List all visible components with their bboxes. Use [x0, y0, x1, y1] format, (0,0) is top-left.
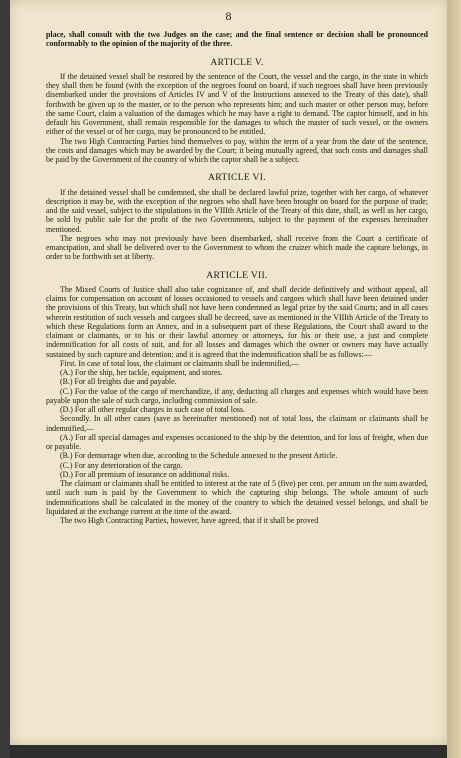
article-6-paragraph-1: If the detained vessel shall be condemned, she shall be declared lawful prize, together with her cargo, of whatever description it may be, with the exception of the negroes who shall have been brought on board for the purpose of trade; and the said vessel, subject to the stipulations in the VIIIth Article of the Treaty of this date, shall, as well as her cargo, be sold by public sale for the profit of the two Governments, subject to the payment of the expenses hereinafter mentioned.	[46, 187, 428, 234]
page-bottom-shadow	[10, 745, 447, 758]
article-7-interest-paragraph: The claimant or claimants shall be entitled to interest at the rate of 5 (five) per cent. per annum on the sum awarded, until such sum is paid by the Government to which the capturing ship belongs. The whole amount of such indemnifications shall be calculated in the money of the country to which the detained vessel belongs, and shall be liquidated at the exchange current at the time of the award.	[46, 479, 428, 516]
article-5-paragraph-2: The two High Contracting Parties bind themselves to pay, within the term of a year from the date of the sentence, the costs and damages which may be awarded by the Court; it being mutually agreed, that such costs and damages shall be paid by the Government of the country of which the captor shall be a subject.	[46, 136, 428, 164]
article-7-paragraph-1: The Mixed Courts of Justice shall also take cognizance of, and shall decide definitively and without appeal, all claims for compensation on account of losses occasioned to vessels and cargoes which shall have been detained under the provisions of this Treaty, but which shall not have been condemned as legal prize by the said Courts; and in all cases wherein restitution of such vessels and cargoes shall be decreed, save as mentioned in the VIIIth Article of the Treaty to which these Regulations form an Annex, and in a subsequent part of these Regulations, the Court shall award to the claimant or claimants, or to his or their lawful attorney or attorneys, for his or their use, a just and complete indemnification for all costs of suit, and for all losses and damages which the owner or owners may have actually sustained by such capture and detention: and it is agreed that the indemnification shall be as follows:—	[46, 284, 428, 359]
article-5-heading: ARTICLE V.	[210, 56, 264, 68]
article-7-first: First. In case of total loss, the claimant or claimants shall be indemnified,—	[60, 358, 300, 368]
article-6-heading: ARTICLE VI.	[208, 172, 266, 184]
page-body	[46, 30, 428, 525]
article-7-heading: ARTICLE VII.	[206, 269, 268, 281]
article-7-second-d: (D.) For all premium of insurance on additional risks.	[60, 469, 230, 479]
article-7-last-line: The two High Contracting Parties, however, have agreed, that if it shall be proved	[60, 516, 319, 525]
adjacent-page-edge	[447, 0, 461, 758]
document-page	[10, 0, 447, 745]
article-5-paragraph-1: If the detained vessel shall be restored by the sentence of the Court, the vessel and the cargo, in the state in which they shall then be found (with the exception of the negroes found on board, if such negroes shall have been previously disembarked under the provisions of Articles IV and V of the Instructions annexed to the Treaty of this date), shall forthwith be given up to the master, or to the person who represents him; and such master or other person may, before the same Court, claim a valuation of the damages which he may have a right to demand. The captor himself, and in his default his Government, shall remain responsible for the damages to which the master of such vessel, or the owners either of the vessel or of her cargo, may be pronounced to be entitled.	[46, 71, 428, 137]
article-6-paragraph-2: The negroes who may not previously have been disembarked, shall receive from the Court a certificate of emancipation, and shall be delivered over to the Government to whom the cruizer which made the capture belongs, in order to be forthwith set at liberty.	[46, 233, 428, 262]
article-7-second-b: (B.) For demurrage when due, according to the Schedule annexed to the present Article.	[60, 451, 338, 461]
article-7-second-a: (A.) For all special damages and expenses occasioned to the ship by the detention, and for loss of freight, when due or payable.	[46, 432, 428, 451]
article-7-first-c: (C.) For the value of the cargo of merchandize, if any, deducting all charges and expenses which would have been payable upon the sale of such cargo, including commission of sale.	[46, 386, 428, 405]
article-7-first-b: (B.) For all freights due and payable.	[60, 377, 177, 387]
intro-paragraph: place, shall consult with the two Judges on the case; and the final sentence or decision shall be pronounced conformably to the opinion of the majority of the three.	[46, 30, 428, 49]
article-7-first-a: (A.) For the ship, her tackle, equipment, and stores.	[60, 368, 223, 377]
article-7-second-c: (C.) For any deterioration of the cargo.	[60, 460, 183, 470]
article-7-first-d: (D.) For all other regular charges in such case of total loss.	[60, 405, 246, 414]
article-7-second: Secondly. In all other cases (save as hereinafter mentioned) not of total loss, the claimant or claimants shall be indemnified,—	[46, 414, 428, 433]
page-number: 8	[225, 9, 232, 23]
